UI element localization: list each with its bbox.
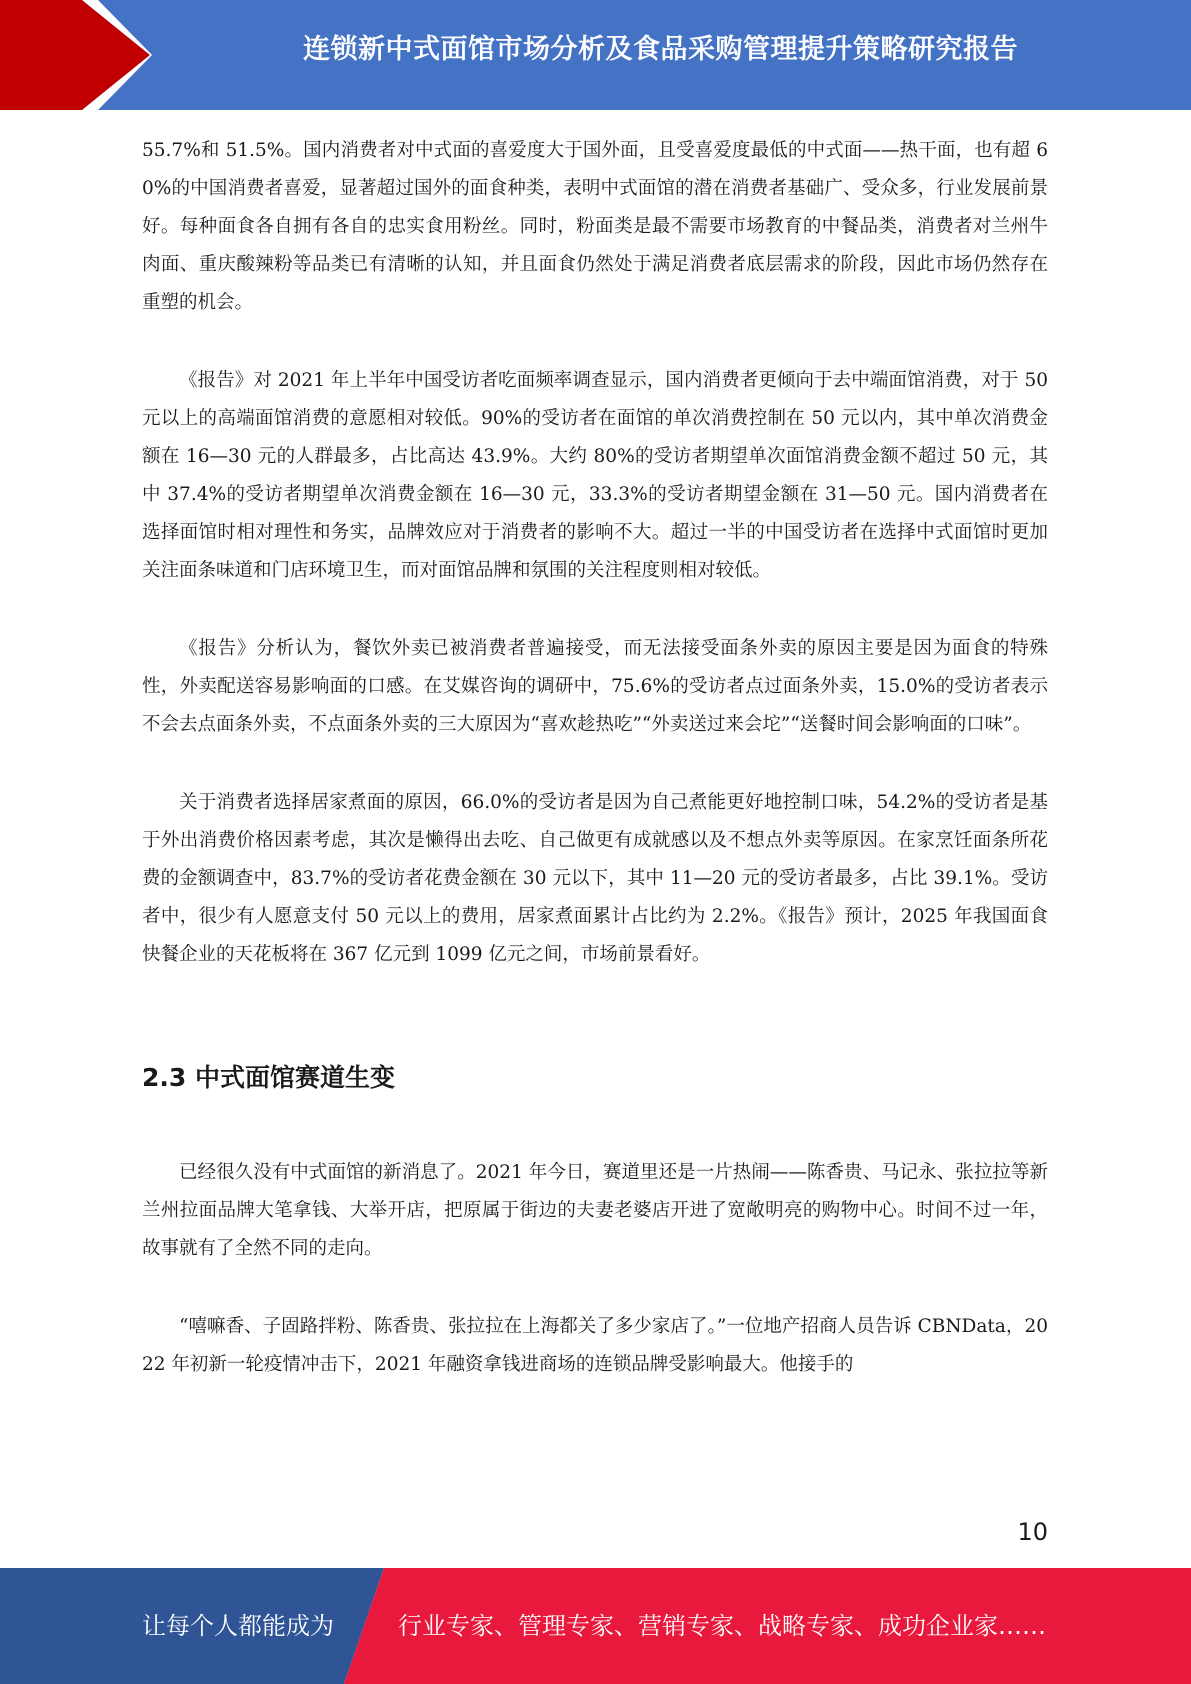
- header-title: 连锁新中式面馆市场分析及食品采购管理提升策略研究报告: [303, 34, 1018, 65]
- document-body: [142, 132, 1048, 1384]
- paragraph: 55.7%和 51.5%。国内消费者对中式面的喜爱度大于国外面，且受喜爱度最低的中式面——热干面，也有超 60%的中国消费者喜爱，显著超过国外的面食种类，表明中式面馆的潜在消费者基础广、受众多，行业发展前景好。每种面食各自拥有各自的忠实食用粉丝。同时，粉面类是最不需要市场教育的中餐品类，消费者对兰州牛肉面、重庆酸辣粉等品类已有清晰的认知，并且面食仍然处于满足消费者底层需求的阶段，因此市场仍然存在重塑的机会。: [142, 140, 1048, 313]
- page-footer: [0, 1568, 1191, 1684]
- paragraph: 《报告》分析认为，餐饮外卖已被消费者普遍接受，而无法接受面条外卖的原因主要是因为面食的特殊性，外卖配送容易影响面的口感。在艾媒咨询的调研中，75.6%的受访者点过面条外卖，15.0%的受访者表示不会去点面条外卖，不点面条外卖的三大原因为“喜欢趁热吃”“外卖送过来会坨”“送餐时间会影响面的口味”。: [142, 638, 1048, 735]
- paragraph: 已经很久没有中式面馆的新消息了。2021 年今日，赛道里还是一片热闹——陈香贵、马记永、张拉拉等新兰州拉面品牌大笔拿钱、大举开店，把原属于街边的夫妻老婆店开进了宽敞明亮的购物中心。时间不过一年，故事就有了全然不同的走向。: [142, 1162, 1048, 1259]
- section-heading: 2.3 中式面馆赛道生变: [142, 1063, 395, 1092]
- paragraph: 《报告》对 2021 年上半年中国受访者吃面频率调查显示，国内消费者更倾向于去中端面馆消费，对于 50 元以上的高端面馆消费的意愿相对较低。90%的受访者在面馆的单次消费控制在 50 元以内，其中单次消费金额在 16—30 元的人群最多，占比高达 43.9%。大约 80%的受访者期望单次面馆消费金额不超过 50 元，其中 37.4%的受访者期望单次消费金额在 16—30 元，33.3%的受访者期望金额在 31—50 元。国内消费者在选择面馆时相对理性和务实，品牌效应对于消费者的影响不大。超过一半的中国受访者在选择中式面馆时更加关注面条味道和门店环境卫生，而对面馆品牌和氛围的关注程度则相对较低。: [142, 370, 1048, 581]
- footer-slogan-left: 让每个人都能成为: [142, 1612, 334, 1640]
- page-header: [0, 0, 1191, 110]
- paragraph: “嘻嘛香、子固路拌粉、陈香贵、张拉拉在上海都关了多少家店了。”一位地产招商人员告诉 CBNData，2022 年初新一轮疫情冲击下，2021 年融资拿钱进商场的连锁品牌受影响最大。他接手的: [142, 1316, 1048, 1375]
- footer-slogan-right: 行业专家、管理专家、营销专家、战略专家、成功企业家……: [398, 1612, 1046, 1640]
- page-number: 10: [1017, 1518, 1048, 1546]
- paragraph: 关于消费者选择居家煮面的原因，66.0%的受访者是因为自己煮能更好地控制口味，54.2%的受访者是基于外出消费价格因素考虑，其次是懒得出去吃、自己做更有成就感以及不想点外卖等原因。在家烹饪面条所花费的金额调查中，83.7%的受访者花费金额在 30 元以下，其中 11—20 元的受访者最多，占比 39.1%。受访者中，很少有人愿意支付 50 元以上的费用，居家煮面累计占比约为 2.2%。《报告》预计，2025 年我国面食快餐企业的天花板将在 367 亿元到 1099 亿元之间，市场前景看好。: [142, 792, 1048, 965]
